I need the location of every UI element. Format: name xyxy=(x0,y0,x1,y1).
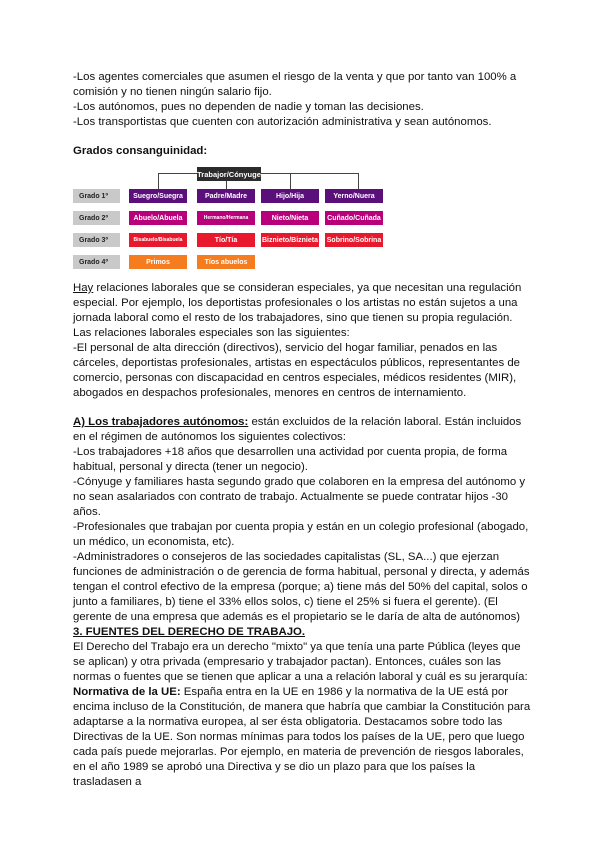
intro-line: -Los agentes comerciales que asumen el riesgo de la venta y que por tanto van 100% a comisión y no tienen ningún salario fijo. xyxy=(73,71,517,98)
ue-paragraph xyxy=(73,685,533,790)
autonomos-item: -Profesionales que trabajan por cuenta propia y están en un colegio profesional (abogado, un médico, un economista, etc). xyxy=(73,521,529,548)
hay-word: Hay xyxy=(73,282,94,294)
kin-cell: Sobrino/Sobrina xyxy=(325,233,383,247)
connector-line xyxy=(358,173,359,189)
connector-line xyxy=(158,173,159,189)
grade-label: Grado 1º xyxy=(73,189,120,203)
autonomos-item: -Los trabajadores +18 años que desarrollen una actividad por cuenta propia, de forma habitual, personal y directa (tener un negocio). xyxy=(73,446,508,473)
connector-line xyxy=(261,173,358,174)
especiales-list: -El personal de alta dirección (directivos), servicio del hogar familiar, penados en las cárceles, deportistas profesionales, artistas en espectáculos públicos, representantes de comercio, personas con discapacidad en centros especiales, médicos residentes (MIR), abogados en despachos profesionales, menores en centros de internamiento. xyxy=(73,342,521,399)
kin-cell: Biznieto/Biznieta xyxy=(261,233,319,247)
document-page xyxy=(73,70,533,790)
kin-cell: Tío/Tía xyxy=(197,233,255,247)
autonomos-heading: A) Los trabajadores autónomos: xyxy=(73,416,249,428)
kin-cell: Cuñado/Cuñada xyxy=(325,211,383,225)
kin-cell: Hermano/Hermana xyxy=(197,211,255,225)
autonomos-text: están excluidos de la relación laboral. Están incluidos en el régimen de autónomos los siguientes colectivos: xyxy=(73,416,522,443)
grade-label: Grado 2º xyxy=(73,211,120,225)
kin-cell: Tíos abuelos xyxy=(197,255,255,269)
kin-cell: Yerno/Nuera xyxy=(325,189,383,203)
kin-cell: Nieto/Nieta xyxy=(261,211,319,225)
intro-line: -Los transportistas que cuenten con autorización administrativa y sean autónomos. xyxy=(73,116,492,128)
kin-cell: Suegro/Suegra xyxy=(129,189,187,203)
ue-text: España entra en la UE en 1986 y la normativa de la UE está por encima incluso de la Constitución, de manera que habría que cambiar la Constitución para adaptarse a la normativa europea, al ser ésta obligatoria. Destacamos sobre todo las Directivas de la UE. Son normas mínimas para todos los países de la UE, pero que luego cada país puede mejorarlas. Por ejemplo, en materia de prevención de riesgos laborales, en el año 1989 se aprobó una Directiva y se dio un plazo para que los países la trasladasen a xyxy=(73,686,531,788)
fuentes-paragraph: El Derecho del Trabajo era un derecho "mixto" ya que tenía una parte Pública (leyes que se aplican) y otra privada (empresario y trabajador pactan). Entonces, cuáles son las normas o fuentes que se tienen que aplicar a una a relación laboral y cuál es su jerarquía: xyxy=(73,641,528,683)
grados-title: Grados consanguinidad: xyxy=(73,145,208,157)
kin-cell: Hijo/Hija xyxy=(261,189,319,203)
especiales-text: relaciones laborales que se consideran especiales, ya que necesitan una regulación especial. Por ejemplo, los deportistas profesionales o los artistas no están sujetos a una jornada laboral como el resto de los trabajadores, sino que tienen su propia regulación. Las relaciones laborales especiales son las siguientes: xyxy=(73,282,522,339)
connector-line xyxy=(290,173,291,189)
kin-cell: Padre/Madre xyxy=(197,189,255,203)
intro-line: -Los autónomos, pues no dependen de nadie y toman las decisiones. xyxy=(73,101,424,113)
autonomos-item: -Cónyuge y familiares hasta segundo grado que colaboren en la empresa del autónomo y no sean asalariados con contrato de trabajo. Actualmente se puede contratar hijos -30 años. xyxy=(73,476,526,518)
connector-line xyxy=(158,173,197,174)
autonomos-item: -Administradores o consejeros de las sociedades capitalistas (SL, SA...) que ejerzan funciones de administración o de gerencia de forma habitual, personal y directa, y además tengan el control efectivo de la empresa (porque; a) tiene más del 50% del capital, solos o junto a familiares, b) tiene el 33% ellos solos, c) tiene el 25% si fuera el gerente). (El gerente de una empresa que además es el propietario se le daría de alta de autónomos) xyxy=(73,551,530,623)
fuentes-heading: 3. FUENTES DEL DERECHO DE TRABAJO. xyxy=(73,626,306,638)
autonomos-paragraph xyxy=(73,415,533,445)
kin-cell: Bisabuelo/Bisabuela xyxy=(129,233,187,247)
grade-label: Grado 3º xyxy=(73,233,120,247)
ue-label: Normativa de la UE: xyxy=(73,686,181,698)
especiales-paragraph xyxy=(73,281,533,341)
kin-cell: Primos xyxy=(129,255,187,269)
grade-label: Grado 4º xyxy=(73,255,120,269)
kin-cell: Abuelo/Abuela xyxy=(129,211,187,225)
kinship-diagram xyxy=(73,167,403,275)
root-box: Trabajor/Cónyuge xyxy=(197,167,261,181)
